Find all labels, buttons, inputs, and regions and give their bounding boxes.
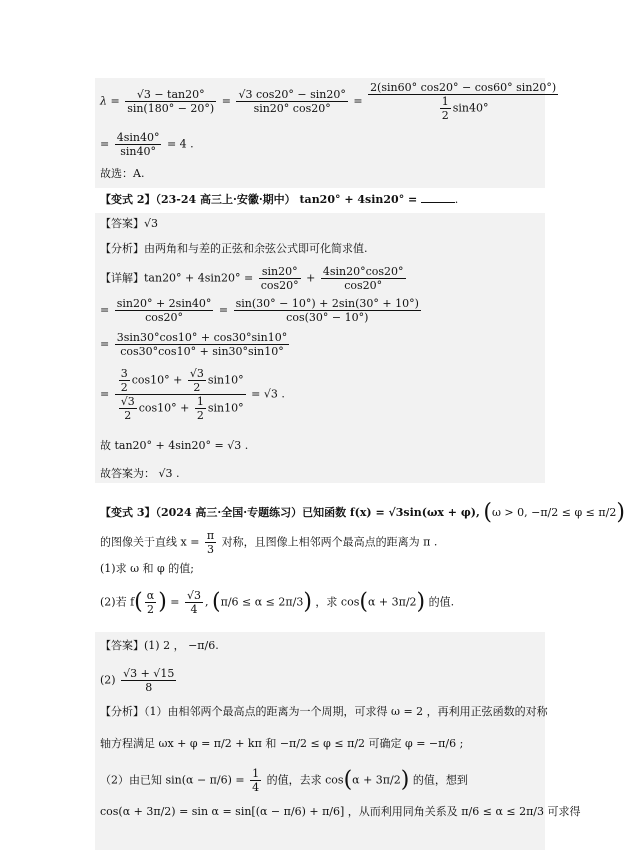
variant3-line2: 的图像关于直线 x = $\frac{\pi}{3}$ 对称，且图像上相邻两个最高点的距离为 π . [100,529,438,556]
variant2-detail-4: = $\frac{3}{2}$ cos10° + $\frac{√3}{2}$ sin10° $\frac{√3}{2}$ cos10° + $\frac{1}{2}$ sin10° = √3 . [100,367,285,422]
variant2-answer: 【答案】√3 [100,217,159,230]
variant2-final-answer: 故答案为： √3 . [100,467,180,480]
variant3-answer-1: 【答案】(1) 2 ， −π/6. [100,639,219,652]
variant2-detail-2: = $\frac{\sin 20^\circ + 2\sin 40^\circ}{\cos 20^\circ}$ = $\frac{\sin(30^\circ - 10^\circ) + 2\sin(30^\circ + 10^\circ)}{\cos(30^\circ - 10^\circ)}$ [100,297,419,324]
variant3-analysis-2: 轴方程满足 ωx + φ = π/2 + kπ 和 −π/2 ≤ φ ≤ π/2 可确定 φ = −π/6 ; [100,737,464,750]
variant3-analysis-1: 【分析】（1）由相邻两个最高点的距离为一个周期，可求得 ω = 2 ，再利用正弦函数的对称 [100,705,548,718]
choice-text: 故选：A. [100,167,145,180]
variant2-detail-1: 【详解】tan20° + 4sin20° = $\frac{\sin 20^\circ}{\cos 20^\circ}$ + $\frac{4\sin 20^\circ\cos 20^\circ}{\cos 20^\circ}$ [100,265,404,292]
variant2-detail-3: = $\frac{3\sin 30^\circ\cos 10^\circ + \cos 30^\circ\sin 10^\circ}{\cos 30^\circ\cos 10^\circ + \sin 30^\circ\sin 10^\circ}$ [100,331,288,358]
lambda-result: = $\frac{4\sin 40^\circ}{\sin 40^\circ}$ = 4 . [100,131,194,158]
variant3-analysis-3: （2）由已知 sin(α − π/6) = $\frac{1}{4}$ 的值，去求 cos(α + 3π/2) 的值，想到 [100,767,468,794]
lambda-equation: λ = $\frac{√3 - \tan 20^\circ}{\sin(180^\circ - 20^\circ)}$ = $\frac{√3 \cos 20^\circ - \sin 20^\circ}{\sin 20^\circ \cos 20^\circ}$ = 2(sin60° cos20° − cos60° sin20°) $\frac{1}{2}$ sin40° [100,81,557,122]
variant2-analysis: 【分析】由两角和与差的正弦和余弦公式即可化简求值. [100,242,368,255]
variant3-question-2: (2)若 f( $\frac{\alpha}{2}$ ) = $\frac{√3}{4}$ , (π/6 ≤ α ≤ 2π/3) ，求 cos(α + 3π/2) 的值. [100,589,455,616]
answer-blank [421,193,455,203]
variant3-heading: 【变式 3】（2024 高三·全国·专题练习）已知函数 f(x) = √3sin(ωx + φ), (ω > 0, −π/2 ≤ φ ≤ π/2) [100,500,625,525]
variant2-heading: 【变式 2】（23-24 高三上·安徽·期中） tan20° + 4sin20° = . [100,193,459,206]
variant3-question-1: (1)求 ω 和 φ 的值; [100,562,194,575]
variant3-answer-2: (2) $\frac{√3 + √15}{8}$ [100,667,175,694]
variant3-analysis-4: cos(α + 3π/2) = sin α = sin[(α − π/6) + π/6] ，从而利用同角关系及 π/6 ≤ α ≤ 2π/3 可求得 [100,805,581,818]
variant2-conclusion: 故 tan20° + 4sin20° = √3 . [100,439,249,452]
